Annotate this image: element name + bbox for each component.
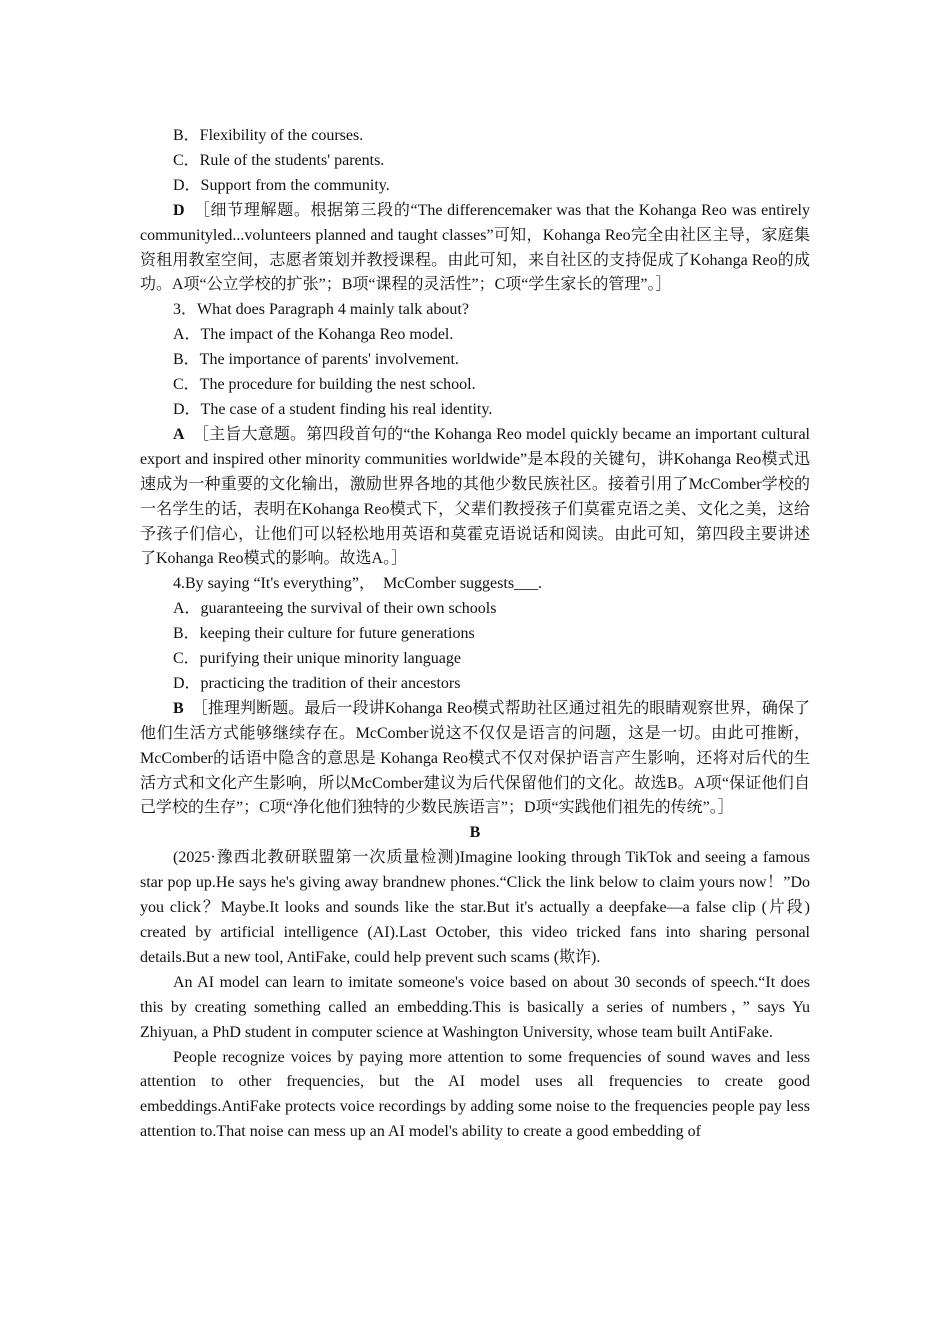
passage-paragraph-3: People recognize voices by paying more attention to some frequencies of sound waves and less attention to other frequencies, but the AI model uses all frequencies to create good embeddings.AntiFake protects voice recordings by adding some noise to the frequencies people pay less attention to.That noise can mess up an AI model's ability to create a good embedding of (140, 1048, 810, 1141)
q2-option-d: D．Support from the community. (173, 176, 390, 194)
q2-answer-text: ［细节理解题。根据第三段的“The differencemaker was that the Kohanga Reo was entirely communityled...volunteers planned and taught classes”可知，Kohanga Reo完全由社区主导，家庭集资租用教室空间，志愿者策划并教授课程。由此可知，来自社区的支持促成了Kohanga Reo的成功。A项“公立学校的扩张”；B项“课程的灵活性”；C项“学生家长的管理”。］ (140, 201, 810, 294)
q3-option-b: B．The importance of parents' involvement. (173, 351, 459, 369)
q4-answer-text: ［推理判断题。最后一段讲Kohanga Reo模式帮助社区通过祖先的眼睛观察世界，确保了他们生活方式能够继续存在。McComber说这不仅仅是语言的问题，这是一切。由此可推断，McComber的话语中隐含的意思是 Kohanga Reo模式不仅对保护语言产生影响，还将对后代的生活方式和文化产生影响，所以McComber建议为后代保留他们的文化。故选B。A项“保证他们自己学校的生存”；C项“净化他们独特的少数民族语言”；D项“实践他们祖先的传统”。］ (140, 699, 810, 817)
q3-question: 3．What does Paragraph 4 mainly talk about? (173, 301, 469, 319)
q4-option-c: C．purifying their unique minority language (173, 650, 461, 668)
q4-option-d: D．practicing the tradition of their ancestors (173, 674, 461, 692)
q2-option-b: B．Flexibility of the courses. (173, 127, 364, 144)
q3-option-d: D．The case of a student finding his real identity. (173, 400, 493, 418)
document-page (140, 124, 810, 1145)
q4-answer-explanation (140, 697, 810, 822)
q3-answer-explanation (140, 423, 810, 572)
q3-option-a: A．The impact of the Kohanga Reo model. (173, 326, 454, 344)
q4-question: 4.By saying “It's everything”， McComber suggests___. (173, 575, 543, 593)
q3-answer-letter: A (173, 425, 185, 443)
q3-answer-text: ［主旨大意题。第四段首句的“the Kohanga Reo model quickly became an important cultural export and inspired other minority communities worldwide”是本段的关键句，讲Kohanga Reo模式迅速成为一种重要的文化输出，激励世界各地的其他少数民族社区。接着引用了McComber学校的一名学生的话，表明在Kohanga Reo模式下，父辈们教授孩子们莫霍克语之美、文化之美，这给予孩子们信心，让他们可以轻松地用英语和莫霍克语说话和阅读。由此可知，第四段主要讲述了Kohanga Reo模式的影响。故选A。］ (140, 425, 810, 568)
section-b-heading: B (469, 824, 481, 842)
q2-answer-letter: D (173, 201, 185, 219)
q3-option-c: C．The procedure for building the nest school. (173, 376, 476, 394)
passage-paragraph-2: An AI model can learn to imitate someone's voice based on about 30 seconds of speech.“It does this by creating something called an embedding.This is basically a series of numbers，” says Yu Zhiyuan, a PhD student in computer science at Washington University, whose team built AntiFake. (140, 973, 810, 1041)
q4-option-b: B．keeping their culture for future generations (173, 625, 475, 643)
q4-option-a: A．guaranteeing the survival of their own schools (173, 600, 497, 618)
q2-option-c: C．Rule of the students' parents. (173, 151, 385, 169)
passage-paragraph-1: (2025·豫西北教研联盟第一次质量检测)Imagine looking through TikTok and seeing a famous star pop up.He says he's giving away brandnew phones.“Click the link below to claim yours now！”Do you click？Maybe.It looks and sounds like the star.But it's actually a deepfake—a false clip (片段) created by artificial intelligence (AI).Last October, this video tricked fans into sharing personal details.But a new tool, AntiFake, could help prevent such scams (欺诈). (140, 849, 810, 966)
q4-answer-letter: B (173, 699, 184, 717)
q2-answer-explanation (140, 199, 810, 299)
